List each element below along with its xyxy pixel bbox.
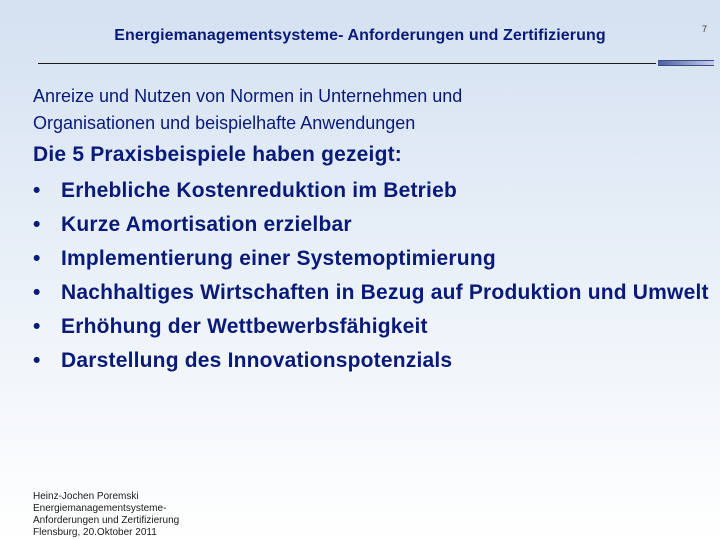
list-item [33, 311, 713, 342]
list-item [33, 243, 713, 274]
bullet-list [33, 175, 713, 379]
page-number: 7 [702, 24, 708, 34]
subtitle-line-2: Organisationen und beispielhafte Anwendungen [33, 113, 416, 133]
divider-accent-block [658, 60, 714, 66]
bullet-text: Nachhaltiges Wirtschaften in Bezug auf Produktion und Umwelt [61, 281, 709, 304]
bullet-text: Kurze Amortisation erzielbar [61, 213, 352, 236]
list-item [33, 277, 713, 308]
footer-topic-line-1: Energiemanagementsysteme- [33, 503, 167, 514]
list-item [33, 345, 713, 376]
bullet-icon: • [33, 281, 41, 304]
bullet-icon: • [33, 213, 41, 236]
subtitle-line-1: Anreize und Nutzen von Normen in Unternehmen und [33, 86, 463, 106]
footer-author: Heinz-Jochen Poremski [33, 491, 139, 502]
intro-heading: Die 5 Praxisbeispiele haben gezeigt: [33, 143, 402, 166]
bullet-icon: • [33, 315, 41, 338]
list-item [33, 175, 713, 206]
header-divider [38, 60, 714, 66]
bullet-text: Erhöhung der Wettbewerbsfähigkeit [61, 315, 428, 338]
divider-line [38, 63, 656, 64]
list-item [33, 209, 713, 240]
footer [33, 491, 179, 539]
bullet-text: Implementierung einer Systemoptimierung [61, 247, 496, 270]
slide-title: Energiemanagementsysteme- Anforderungen und Zertifizierung [114, 27, 606, 44]
footer-place-date: Flensburg, 20.Oktober 2011 [33, 527, 157, 538]
footer-topic-line-2: Anforderungen und Zertifizierung [33, 515, 180, 526]
bullet-icon: • [33, 349, 41, 372]
bullet-icon: • [33, 179, 41, 202]
bullet-text: Darstellung des Innovationspotenzials [61, 349, 453, 372]
subtitle [33, 83, 653, 137]
bullet-icon: • [33, 247, 41, 270]
bullet-text: Erhebliche Kostenreduktion im Betrieb [61, 179, 457, 202]
